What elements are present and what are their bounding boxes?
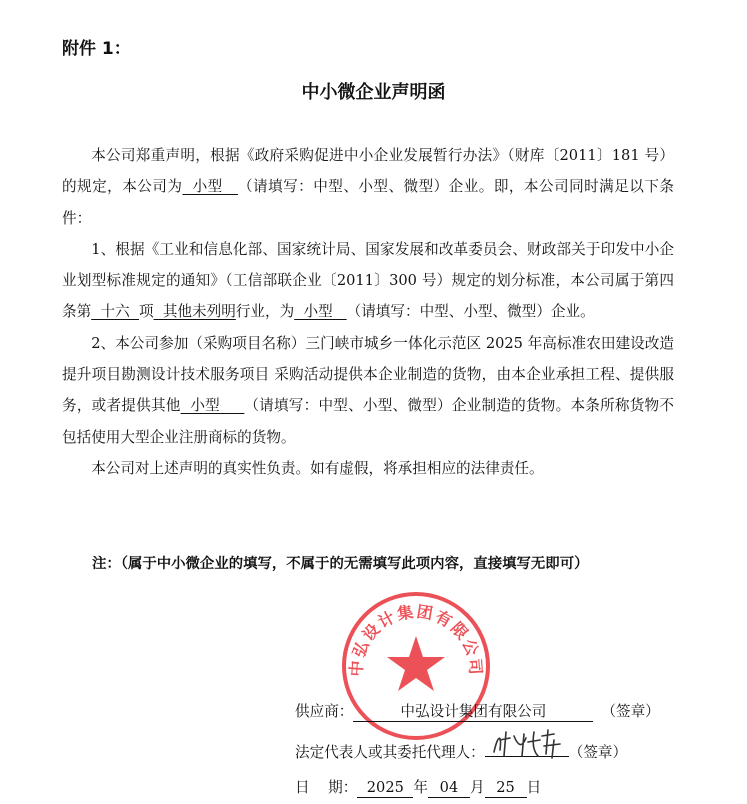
representative-line (295, 738, 627, 762)
para3-text-a: 2、本公司参加（采购项目名称）三门峡市城乡一体化示范区 2025 年高标准农田建设改造提升项目勘测设计技术服务项目 采购活动提供本企业制造的货物，由本企业承担工程、提供服务，或者提供其他 (62, 334, 674, 415)
representative-stamp-note: （签章） (568, 744, 628, 761)
representative-label: 法定代表人或其委托代理人： (295, 744, 485, 761)
para1-size-fill: 小型 (182, 178, 238, 196)
para2-text-c: 行业，为 (235, 303, 295, 321)
date-day-unit: 日 (526, 779, 542, 796)
note-text: 注：（属于中小微企业的填写，不属于的无需填写此项内容，直接填写无即可） (92, 556, 589, 572)
paragraph-1 (62, 140, 674, 234)
paragraph-4: 本公司对上述声明的真实性负责。如有虚假，将承担相应的法律责任。 (91, 459, 544, 477)
supplier-name: 中弘设计集团有限公司 (353, 703, 593, 722)
paragraph-2 (62, 234, 674, 328)
seal-text: 中弘设计集团有限公司 (346, 601, 486, 678)
date-month: 04 (428, 779, 470, 798)
declaration-body (62, 140, 674, 484)
date-month-unit: 月 (469, 779, 485, 796)
date-year: 2025 (357, 779, 413, 798)
date-line (295, 776, 541, 798)
supplier-line (295, 700, 660, 722)
date-day: 25 (485, 779, 527, 798)
para2-text-b: 项 (138, 303, 154, 321)
attachment-label: 附件 1： (62, 39, 131, 59)
seal-star-icon (387, 636, 445, 691)
handwritten-signature (488, 726, 568, 762)
para2-text-d: （请填写：中型、小型、微型）企业。 (346, 303, 595, 321)
supplier-stamp-note: （签章） (601, 703, 660, 720)
para2-size-fill: 小型 (294, 303, 347, 321)
para2-item-fill: 十六 (91, 303, 139, 321)
supplier-label: 供应商： (295, 703, 354, 720)
para2-text-a: 1、根据《工业和信息化部、国家统计局、国家发展和改革委员会、财政部关于印发中小企业划型标准规定的通知》（工信部联企业〔2011〕300 号）规定的划分标准，本公司属于第四条第 (62, 240, 674, 321)
date-label: 日 期： (295, 779, 358, 796)
para3-text-b: （请填写：中型、小型、微型）企业制造的货物。本条所称货物不包括使用大型企业注册商标的货物。 (62, 397, 674, 446)
para2-industry-fill: 其他未列明 (153, 303, 236, 321)
para1-text-b: （请填写：中型、小型、微型）企业。即，本公司同时满足以下条件： (62, 178, 674, 227)
para3-size-fill: 小型 (180, 397, 245, 415)
paragraph-3 (62, 328, 674, 453)
date-year-unit: 年 (413, 779, 428, 796)
document-title: 中小微企业声明函 (301, 82, 446, 103)
para1-text-a: 本公司郑重声明，根据《政府采购促进中小企业发展暂行办法》（财库〔2011〕181 号）的规定，本公司为 (62, 147, 674, 196)
